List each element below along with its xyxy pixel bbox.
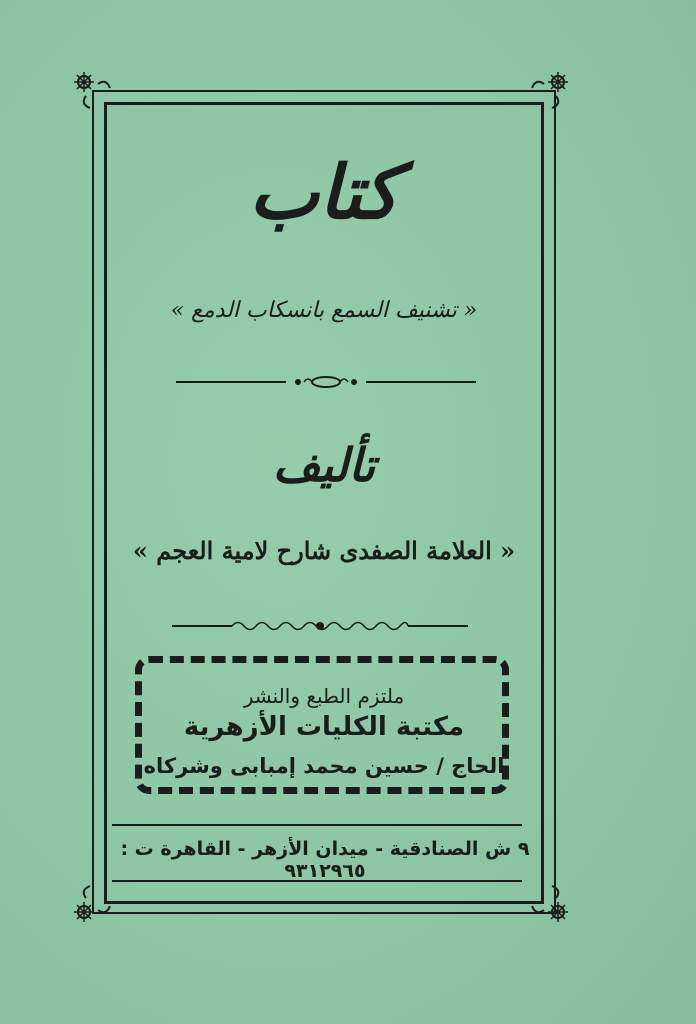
publisher-role: ملتزم الطبع والنشر — [243, 684, 405, 708]
ornamental-divider — [176, 372, 476, 392]
divider-line — [112, 824, 522, 826]
author-name: « العلامة الصفدى شارح لامية العجم » — [132, 536, 516, 565]
author-label: تأليف — [272, 438, 376, 492]
corner-ornament-icon — [530, 884, 570, 924]
book-label: كتاب — [249, 150, 399, 236]
corner-ornament-icon — [72, 884, 112, 924]
publisher-address: ٩ ش الصنادقية - ميدان الأزهر - القاهرة ت : ٩٣١٢٩٦٥ — [120, 838, 530, 882]
publisher-owner: الحاج / حسين محمد إمبابى وشركاه — [143, 754, 505, 778]
ornamental-divider — [172, 616, 468, 636]
publisher-name: مكتبة الكليات الأزهرية — [183, 712, 465, 742]
corner-ornament-icon — [72, 70, 112, 110]
divider-line — [112, 880, 522, 882]
corner-ornament-icon — [530, 70, 570, 110]
book-title: « تشنيف السمع بانسكاب الدمع » — [170, 298, 478, 323]
